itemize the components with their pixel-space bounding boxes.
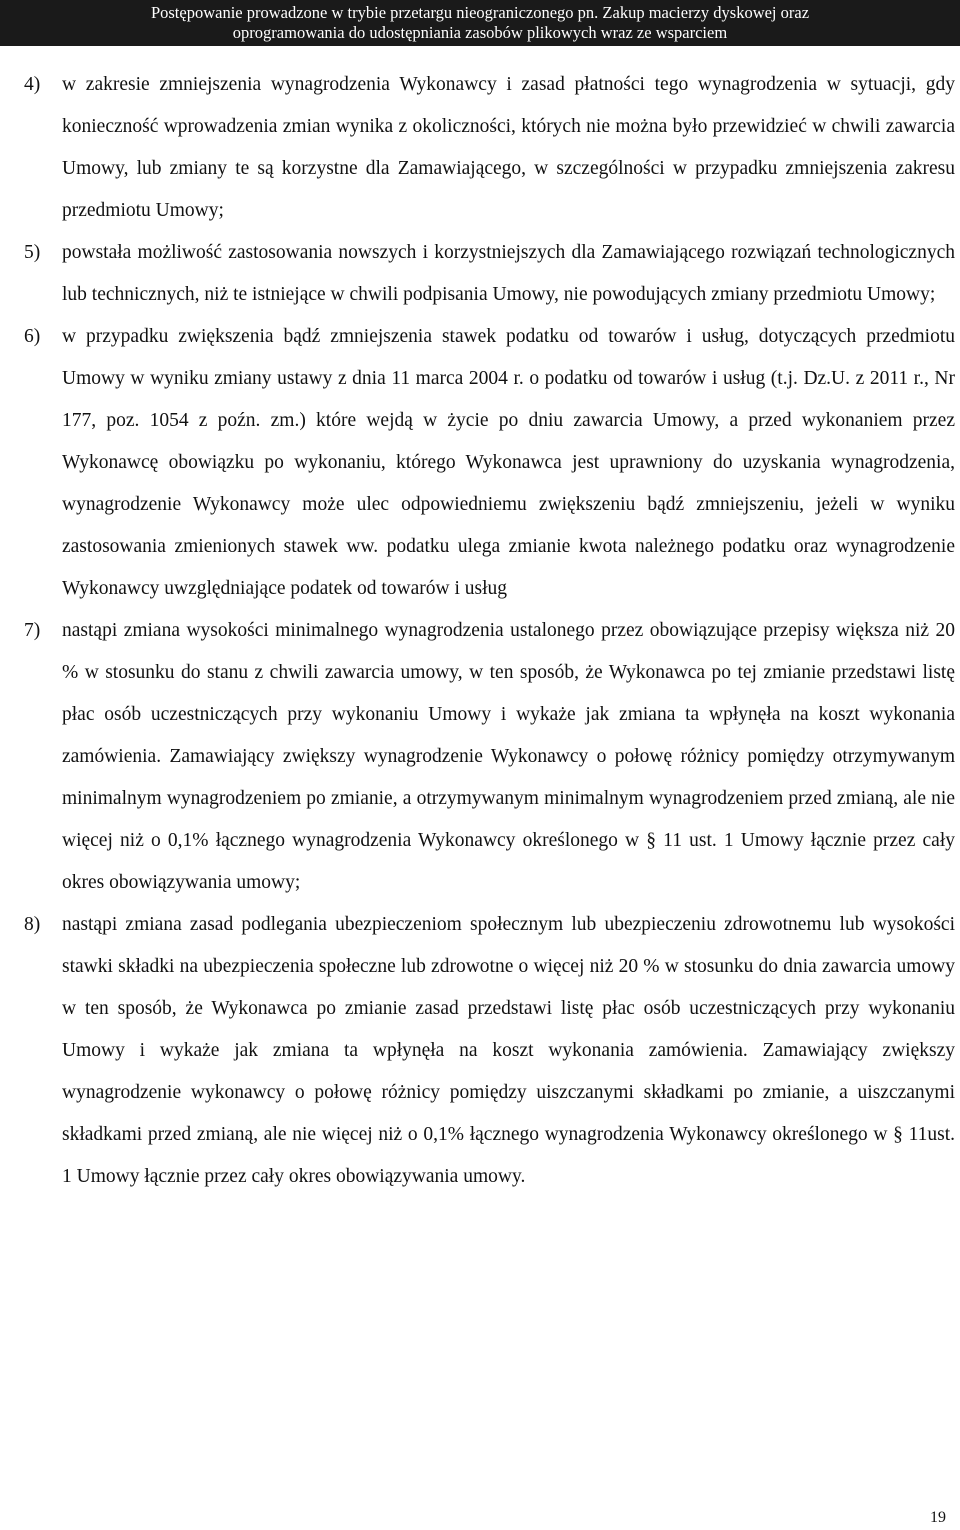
clause-number: 4) xyxy=(24,74,41,95)
clause-number: 5) xyxy=(24,242,41,263)
clause-item-6 xyxy=(24,316,955,610)
header-line-2: oprogramowania do udostępniania zasobów plikowych wraz ze wsparciem xyxy=(232,23,728,42)
clause-list xyxy=(24,64,955,1198)
header-line-1: Postępowanie prowadzone w trybie przetargu nieograniczonego pn. Zakup macierzy dyskowej oraz xyxy=(150,3,810,22)
clause-text: nastąpi zmiana wysokości minimalnego wynagrodzenia ustalonego przez obowiązujące przepisy większa niż 20 % w stosunku do stanu z chwili zawarcia umowy, w ten sposób, że Wykonawca po tej zmianie przedstawi listę płac osób uczestniczących przy wykonaniu Umowy i wykaże jak zmiana ta wpłynęła na koszt wykonania zamówienia. Zamawiający zwiększy wynagrodzenie Wykonawcy o połowę różnicy pomiędzy otrzymywanym minimalnym wynagrodzeniem po zmianie, a otrzymywanym minimalnym wynagrodzeniem przed zmianą, ale nie więcej niż o 0,1% łącznego wynagrodzenia Wykonawcy określonego w § 11 ust. 1 Umowy łącznie przez cały okres obowiązywania umowy; xyxy=(62,620,955,893)
clause-text: w zakresie zmniejszenia wynagrodzenia Wykonawcy i zasad płatności tego wynagrodzenia w sytuacji, gdy konieczność wprowadzenia zmian wynika z okoliczności, których nie można było przewidzieć w chwili zawarcia Umowy, lub zmiany te są korzystne dla Zamawiającego, w szczególności w przypadku zmniejszenia zakresu przedmiotu Umowy; xyxy=(62,74,955,221)
clause-number: 6) xyxy=(24,326,41,347)
page-header xyxy=(0,0,960,46)
clause-text: powstała możliwość zastosowania nowszych i korzystniejszych dla Zamawiającego rozwiązań technologicznych lub technicznych, niż te istniejące w chwili podpisania Umowy, nie powodujących zmiany przedmiotu Umowy; xyxy=(62,242,955,305)
clause-item-8 xyxy=(24,904,955,1198)
clause-number: 7) xyxy=(24,620,41,641)
clause-text: nastąpi zmiana zasad podlegania ubezpieczeniom społecznym lub ubezpieczeniu zdrowotnemu lub wysokości stawki składki na ubezpieczenia społeczne lub zdrowotne o więcej niż 20 % w stosunku do dnia zawarcia umowy w ten sposób, że Wykonawca po zmianie zasad przedstawi listę płac osób uczestniczących przy wykonaniu Umowy i wykaże jak zmiana ta wpłynęła na koszt wykonania zamówienia. Zamawiający zwiększy wynagrodzenie wykonawcy o połowę różnicy pomiędzy uiszczanymi składkami po zmianie, a uiszczanymi składkami przed zmianą, ale nie więcej niż o 0,1% łącznego wynagrodzenia Wykonawcy określonego w § 11ust. 1 Umowy łącznie przez cały okres obowiązywania umowy. xyxy=(62,914,955,1187)
page-number: 19 xyxy=(930,1509,946,1526)
clause-text: w przypadku zwiększenia bądź zmniejszenia stawek podatku od towarów i usług, dotyczących przedmiotu Umowy w wyniku zmiany ustawy z dnia 11 marca 2004 r. o podatku od towarów i usług (t.j. Dz.U. z 2011 r., Nr 177, poz. 1054 z poźn. zm.) które wejdą w życie po dniu zawarcia Umowy, a przed wykonaniem przez Wykonawcę obowiązku po wykonaniu, którego Wykonawca jest uprawniony do uzyskania wynagrodzenia, wynagrodzenie Wykonawcy może ulec odpowiedniemu zwiększeniu bądź zmniejszeniu, jeżeli w wyniku zastosowania zmienionych stawek ww. podatku ulega zmianie kwota należnego podatku oraz wynagrodzenie Wykonawcy uwzględniające podatek od towarów i usług xyxy=(62,326,955,599)
clause-item-7 xyxy=(24,610,955,904)
clause-item-5 xyxy=(24,232,955,316)
clause-number: 8) xyxy=(24,914,41,935)
clause-item-4 xyxy=(24,64,955,232)
